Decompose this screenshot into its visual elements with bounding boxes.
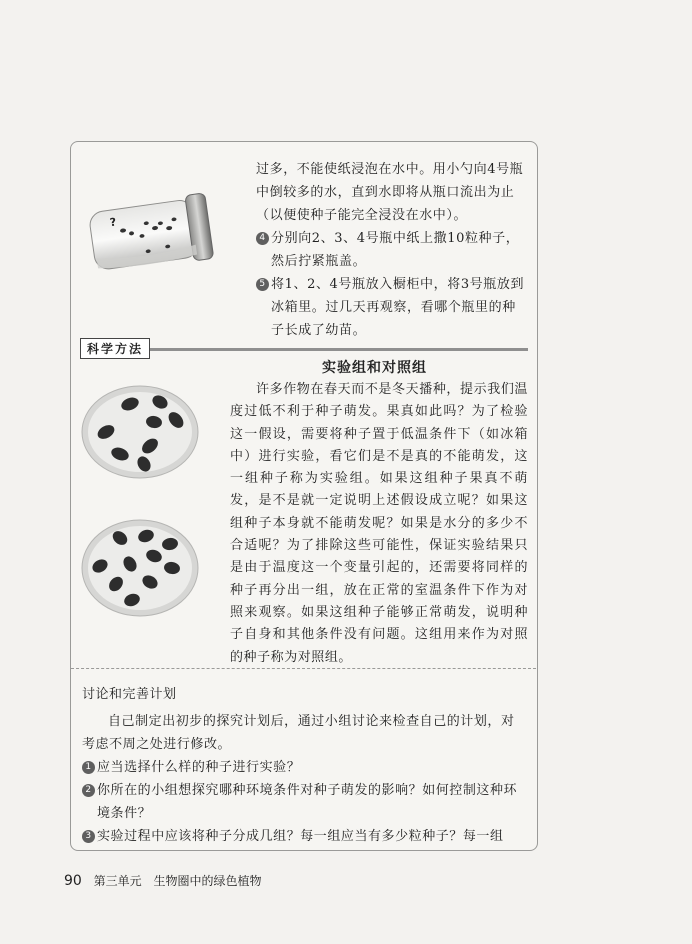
unit-label: 第三单元 — [93, 874, 142, 888]
page-footer — [64, 872, 262, 889]
step-item — [256, 227, 528, 273]
method-paragraph-block — [230, 379, 528, 669]
step-text: 分别向2、3、4号瓶中纸上撒10粒种子，然后拧紧瓶盖。 — [271, 231, 520, 269]
question-number-badge: 1 — [82, 761, 95, 774]
discussion-title: 讨论和完善计划 — [82, 687, 177, 702]
method-header-rule — [150, 348, 528, 351]
method-label: 科学方法 — [80, 338, 150, 359]
question-number-badge: 3 — [82, 830, 95, 843]
section-divider — [71, 668, 536, 669]
step-text: 将1、2、4号瓶放入橱柜中，将3号瓶放到冰箱里。过几天再观察，看哪个瓶里的种子长成了幼苗。 — [271, 277, 525, 338]
discussion-body — [82, 710, 528, 848]
question-item — [82, 825, 528, 848]
question-text: 你所在的小组想探究哪种环境条件对种子萌发的影响？如何控制这种环境条件？ — [97, 783, 518, 821]
question-item — [82, 779, 528, 825]
question-item — [82, 756, 528, 779]
section-title: 实验组和对照组 — [322, 360, 427, 376]
seed-dish-image — [80, 518, 200, 618]
step-number-badge: 4 — [256, 232, 269, 245]
question-text: 应当选择什么样的种子进行实验？ — [97, 760, 301, 775]
question-number-badge: 2 — [82, 784, 95, 797]
continued-paragraph: 过多，不能使纸浸泡在水中。用小勺向4号瓶中倒较多的水，直到水即将从瓶口流出为止（以便使种子能完全浸没在水中）。 — [256, 162, 524, 223]
jar-illustration — [86, 190, 226, 280]
discussion-intro: 自己制定出初步的探究计划后，通过小组讨论来检查自己的计划，对考虑不周之处进行修改。 — [82, 714, 515, 752]
unit-title: 生物圈中的绿色植物 — [153, 874, 262, 888]
step-item — [256, 273, 528, 342]
page-number: 90 — [64, 873, 82, 889]
procedure-text — [256, 158, 528, 342]
method-paragraph: 许多作物在春天而不是冬天播种，提示我们温度过低不利于种子萌发。果真如此吗？为了检验这一假设，需要将种子置于低温条件下（如冰箱中）进行实验，看它们是不是真的不能萌发，这一组种子称为实验组。如果这组种子果真不萌发，是不是就一定说明上述假设成立呢？如果这组种子本身就不能萌发呢？如果是水分的多少不合适呢？为了排除这些可能性，保证实验结果只是由于温度这一个变量引起的，还需要将同样的种子再分出一组，放在正常的室温条件下作为对照来观察。如果这组种子能够正常萌发，说明种子自身和其他条件没有问题。这组用来作为对照的种子称为对照组。 — [230, 382, 528, 665]
question-text: 实验过程中应该将种子分成几组？每一组应当有多少粒种子？每一组 — [97, 829, 504, 844]
step-number-badge: 5 — [256, 278, 269, 291]
svg-text:?: ? — [108, 215, 118, 230]
seed-dish-image — [80, 384, 200, 480]
